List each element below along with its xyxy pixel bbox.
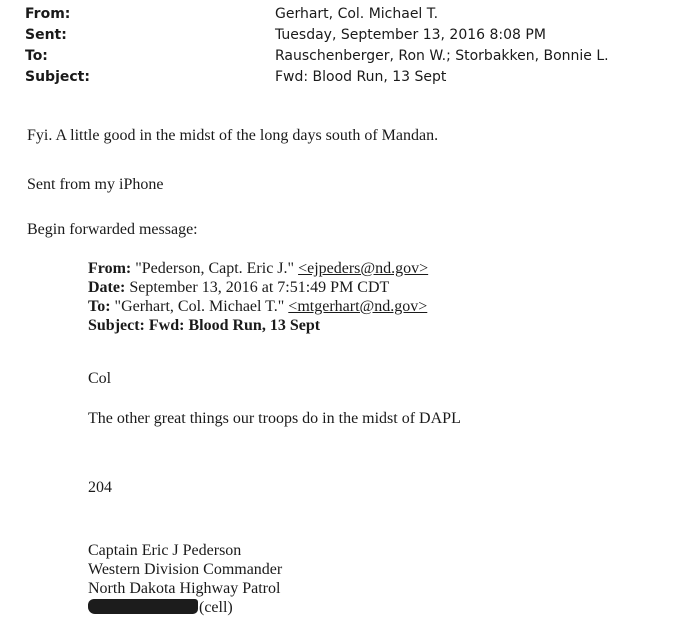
to-value: Rauschenberger, Ron W.; Storbakken, Bonnie L. [275,48,609,64]
fwd-subject-value: Fwd: Blood Run, 13 Sept [148,317,321,334]
fwd-from-label: From: [88,260,132,277]
body-line-sent-from: Sent from my iPhone [27,176,164,193]
body-line-fyi: Fyi. A little good in the midst of the long days south of Mandan. [27,127,439,144]
subject-label: Subject: [25,69,90,85]
sig-title: Western Division Commander [88,561,283,578]
header-sent-row [25,25,665,46]
subject-value: Fwd: Blood Run, 13 Sept [275,69,447,85]
fwd-date-label: Date: [88,279,126,296]
sent-value: Tuesday, September 13, 2016 8:08 PM [275,27,546,43]
fwd-date-value: September 13, 2016 at 7:51:49 PM CDT [129,279,390,296]
fwd-from-email-link[interactable]: <ejpeders@nd.gov> [298,260,429,277]
header-subject-row [25,67,665,88]
signature-block [88,541,648,617]
fwd-greeting: Col [88,370,112,387]
fwd-subject-label: Subject: [88,317,145,334]
header-from-row [25,4,665,25]
sig-cell-row [88,598,648,617]
fwd-from-row [88,259,648,278]
fwd-to-email-link[interactable]: <mtgerhart@nd.gov> [288,298,428,315]
fwd-number: 204 [88,479,112,496]
redaction-bar [88,599,198,614]
fwd-subject-row [88,316,648,335]
sig-cell-label: (cell) [199,599,233,616]
header-to-row [25,46,665,67]
email-header [25,4,665,88]
sig-org: North Dakota Highway Patrol [88,580,281,597]
forwarded-header [88,259,648,335]
from-label: From: [25,6,71,22]
sig-name: Captain Eric J Pederson [88,542,242,559]
sent-label: Sent: [25,27,67,43]
fwd-to-name: "Gerhart, Col. Michael T." [114,298,285,315]
fwd-to-label: To: [88,298,111,315]
to-label: To: [25,48,48,64]
body-line-begin-forwarded: Begin forwarded message: [27,221,198,238]
fwd-from-name: "Pederson, Capt. Eric J." [135,260,295,277]
fwd-date-row [88,278,648,297]
from-value: Gerhart, Col. Michael T. [275,6,439,22]
fwd-to-row [88,297,648,316]
fwd-message: The other great things our troops do in the midst of DAPL [88,410,461,427]
